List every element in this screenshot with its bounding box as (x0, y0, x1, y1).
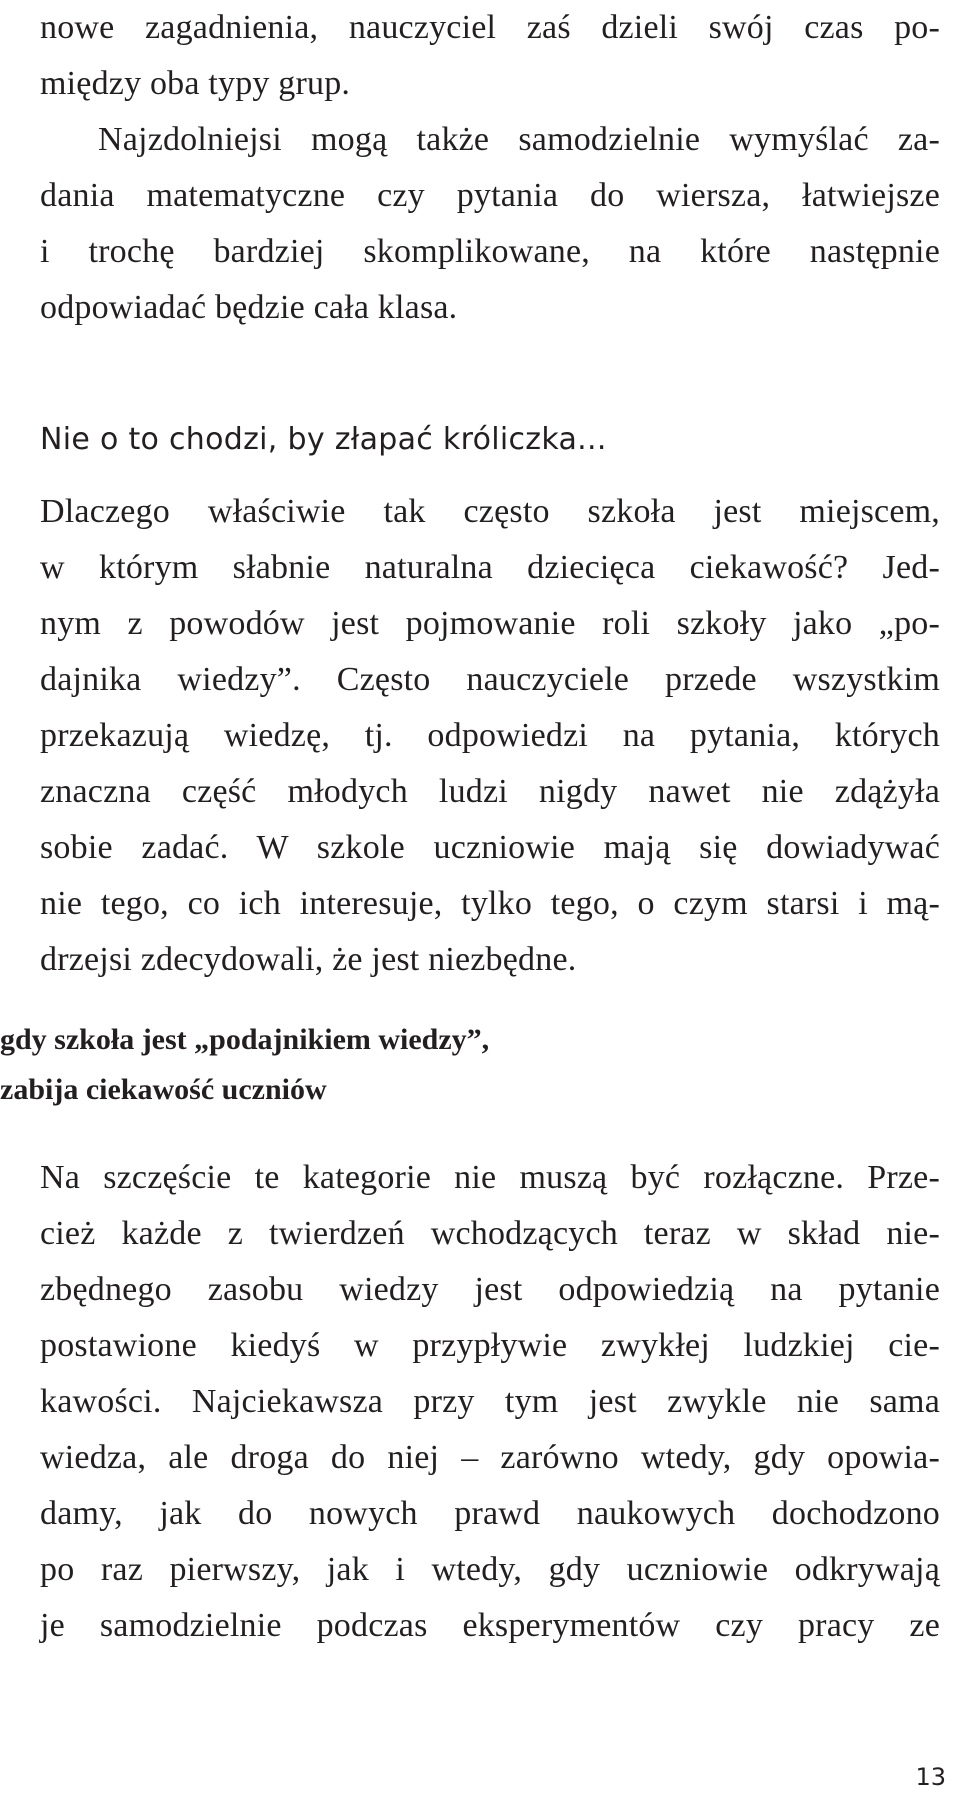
text-line: nowe zagadnienia, nauczyciel zaś dzieli swój czas po- (40, 9, 940, 46)
text-line: przekazują wiedzę, tj. odpowiedzi na pytania, których (40, 717, 940, 754)
page-number: 13 (915, 1763, 946, 1791)
text-line: drzejsi zdecydowali, że jest niezbędne. (40, 941, 577, 978)
text-line: damy, jak do nowych prawd naukowych dochodzono (40, 1495, 940, 1532)
text-line: sobie zadać. W szkole uczniowie mają się dowiadywać (40, 829, 940, 866)
text-line: po raz pierwszy, jak i wtedy, gdy uczniowie odkrywają (40, 1551, 940, 1588)
text-line: wiedza, ale droga do niej – zarówno wtedy, gdy opowia- (40, 1439, 940, 1476)
text-line: znaczna część młodych ludzi nigdy nawet nie zdążyła (40, 773, 940, 810)
text-line: kawości. Najciekawsza przy tym jest zwykle nie sama (40, 1383, 940, 1420)
text-line: nie tego, co ich interesuje, tylko tego, o czym starsi i mą- (40, 885, 940, 922)
text-line: cież każde z twierdzeń wchodzących teraz w skład nie- (40, 1215, 940, 1252)
text-line: je samodzielnie podczas eksperymentów czy pracy ze (40, 1607, 940, 1644)
text-line: nym z powodów jest pojmowanie roli szkoły jako „po- (40, 605, 940, 642)
text-line: Dlaczego właściwie tak często szkoła jest miejscem, (40, 493, 940, 530)
pull-quote-line: zabija ciekawość uczniów (0, 1073, 327, 1106)
paragraph-body (40, 1150, 940, 1654)
pull-quote-line: gdy szkoła jest „podajnikiem wiedzy”, (0, 1023, 490, 1056)
text-line: odpowiadać będzie cała klasa. (40, 289, 458, 326)
pull-quote (0, 1015, 489, 1115)
text-line: i trochę bardziej skomplikowane, na które następnie (40, 233, 940, 270)
text-line: postawione kiedyś w przypływie zwykłej ludzkiej cie- (40, 1327, 940, 1364)
section-heading: Nie o to chodzi, by złapać króliczka... (40, 422, 607, 457)
text-line: dajnika wiedzy”. Często nauczyciele przede wszystkim (40, 661, 940, 698)
paragraph-intro (40, 0, 940, 336)
text-line: między oba typy grup. (40, 65, 351, 102)
text-line: Najzdolniejsi mogą także samodzielnie wymyślać za- (98, 121, 940, 158)
paragraph-body (40, 484, 940, 988)
text-line: w którym słabnie naturalna dziecięca ciekawość? Jed- (40, 549, 940, 586)
text-line: Na szczęście te kategorie nie muszą być rozłączne. Prze- (40, 1159, 940, 1196)
text-line: dania matematyczne czy pytania do wiersza, łatwiejsze (40, 177, 940, 214)
text-line: zbędnego zasobu wiedzy jest odpowiedzią na pytanie (40, 1271, 940, 1308)
